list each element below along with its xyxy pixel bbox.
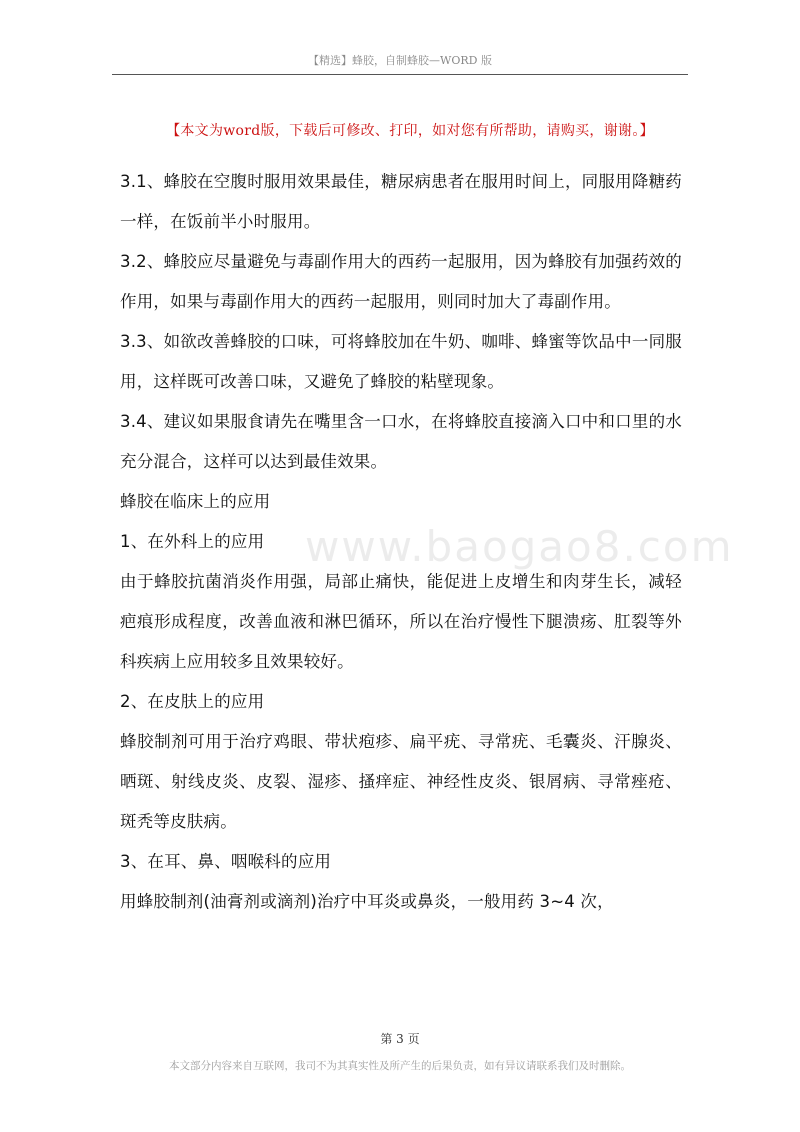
paragraph-3-3: 3.3、如欲改善蜂胶的口味，可将蜂胶加在牛奶、咖啡、蜂蜜等饮品中一同服用，这样既可改善口味，又避免了蜂胶的粘壁现象。 bbox=[120, 332, 682, 391]
paragraph-ent: 用蜂胶制剂(油膏剂或滴剂)治疗中耳炎或鼻炎，一般用药 3~4 次， bbox=[120, 892, 614, 911]
subheading-ent: 3、在耳、鼻、咽喉科的应用 bbox=[120, 852, 332, 871]
paragraph-3-1: 3.1、蜂胶在空腹时服用效果最佳，糖尿病患者在服用时间上，同服用降糖药一样，在饭前半小时服用。 bbox=[120, 172, 682, 231]
header-divider bbox=[112, 74, 688, 75]
purchase-notice: 【本文为word版，下载后可修改、打印，如对您有所帮助，请购买，谢谢。】 bbox=[166, 123, 654, 139]
paragraph-3-4: 3.4、建议如果服食请先在嘴里含一口水，在将蜂胶直接滴入口中和口里的水充分混合，这样可以达到最佳效果。 bbox=[120, 412, 682, 471]
page-header: 【精选】蜂胶，自制蜂胶—WORD 版 bbox=[308, 54, 492, 67]
section-heading-clinical: 蜂胶在临床上的应用 bbox=[120, 492, 271, 511]
paragraph-skin: 蜂胶制剂可用于治疗鸡眼、带状疱疹、扁平疣、寻常疣、毛囊炎、汗腺炎、晒斑、射线皮炎、皮裂、湿疹、搔痒症、神经性皮炎、银屑病、寻常痤疮、斑秃等皮肤病。 bbox=[120, 732, 682, 831]
page-footer-disclaimer: 本文部分内容来自互联网，我司不为其真实性及所产生的后果负责，如有异议请联系我们及时删除。 bbox=[169, 1060, 631, 1072]
watermark: www.baogao8.com bbox=[305, 522, 734, 571]
document-body bbox=[120, 162, 682, 922]
paragraph-surgery: 由于蜂胶抗菌消炎作用强，局部止痛快，能促进上皮增生和肉芽生长，减轻疤痕形成程度，改善血液和淋巴循环，所以在治疗慢性下腿溃疡、肛裂等外科疾病上应用较多且效果较好。 bbox=[120, 572, 682, 671]
subheading-skin: 2、在皮肤上的应用 bbox=[120, 692, 265, 711]
paragraph-3-2: 3.2、蜂胶应尽量避免与毒副作用大的西药一起服用，因为蜂胶有加强药效的作用，如果与毒副作用大的西药一起服用，则同时加大了毒副作用。 bbox=[120, 252, 682, 311]
page-number: 第 3 页 bbox=[380, 1032, 420, 1046]
subheading-surgery: 1、在外科上的应用 bbox=[120, 532, 265, 551]
